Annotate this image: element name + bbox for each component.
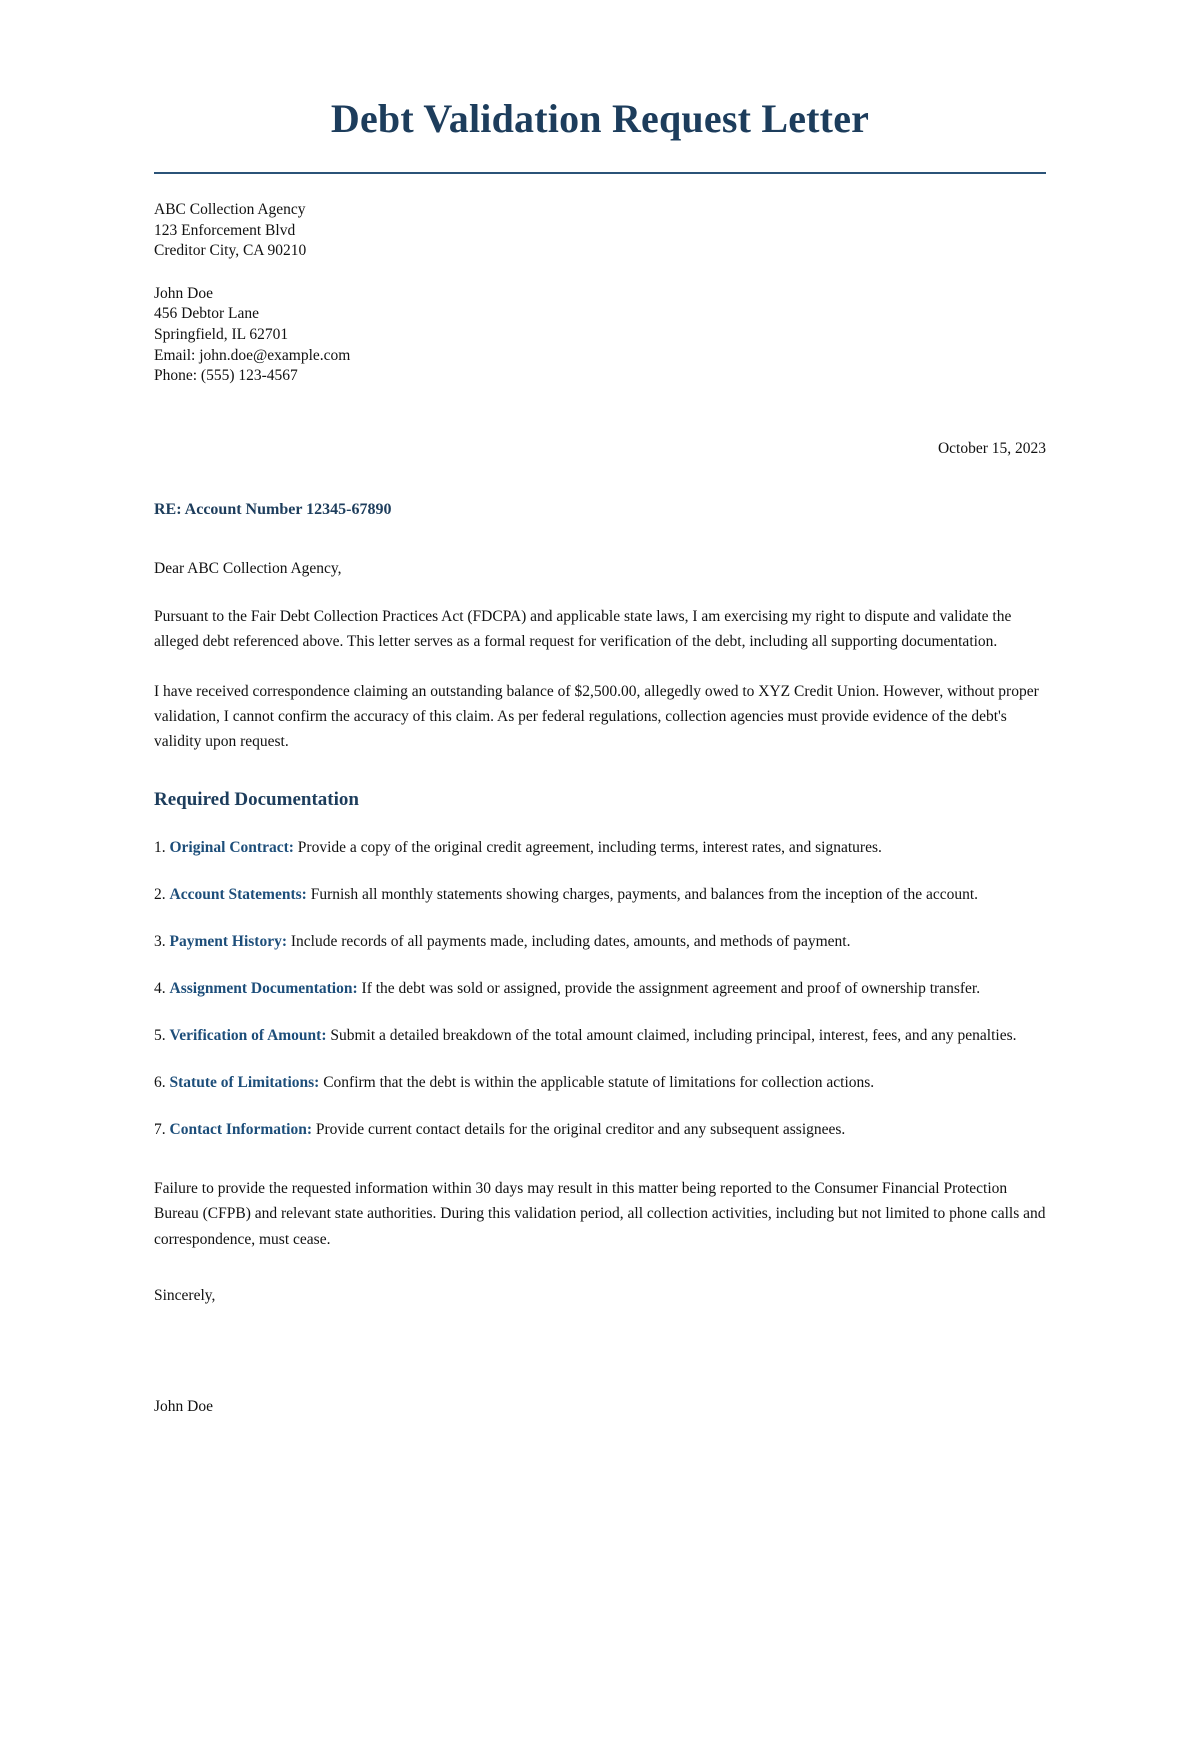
list-item-number: 6. [154, 1074, 170, 1092]
list-item-label: Account Statements: [169, 885, 311, 903]
list-item [154, 1023, 1046, 1048]
section-heading-required-documentation: Required Documentation [154, 788, 359, 810]
recipient-phone: Phone: (555) 123-4567 [154, 367, 298, 385]
list-item-label: Contact Information: [169, 1121, 316, 1139]
page-title: Debt Validation Request Letter [330, 96, 870, 141]
list-item [154, 1070, 1046, 1095]
list-item-description: Include records of all payments made, including dates, amounts, and methods of payment. [290, 932, 851, 950]
signature-name: John Doe [154, 1397, 213, 1415]
sender-name: ABC Collection Agency [154, 201, 306, 218]
list-item-number: 1. [154, 838, 170, 856]
list-item [154, 882, 1046, 907]
sign-off: Sincerely, [154, 1286, 216, 1304]
list-item [154, 929, 1046, 954]
page-bottom-space [154, 1418, 1046, 1758]
paragraph-intro: Pursuant to the Fair Debt Collection Practices Act (FDCPA) and applicable state laws, I am exercising my right to dispute and validate the alleged debt referenced above. This letter serves as a formal request for verification of the debt, including all supporting documentation. [154, 608, 1012, 651]
sender-city-state-zip: Creditor City, CA 90210 [154, 242, 307, 260]
recipient-city-state-zip: Springfield, IL 62701 [154, 326, 289, 344]
letter-date: October 15, 2023 [937, 439, 1046, 457]
sender-address-block [154, 200, 1046, 262]
paragraph-balance-claim: I have received correspondence claiming an outstanding balance of $2,500.00, allegedly owed to XYZ Credit Union. However, without proper validation, I cannot confirm the accuracy of this claim. As per federal regulations, collection agencies must provide evidence of the debt's validity upon request. [154, 682, 1039, 750]
list-item-description: Furnish all monthly statements showing charges, payments, and balances from the inception of the account. [310, 885, 979, 903]
list-item-description: If the debt was sold or assigned, provide the assignment agreement and proof of ownership transfer. [361, 979, 981, 997]
list-item [154, 1117, 1046, 1142]
salutation: Dear ABC Collection Agency, [154, 560, 342, 578]
required-documentation-list [154, 835, 1046, 1143]
list-item [154, 835, 1046, 860]
list-item-label: Verification of Amount: [169, 1026, 331, 1044]
title-divider [154, 172, 1046, 174]
list-item-description: Provide a copy of the original credit agreement, including terms, interest rates, and signatures. [297, 838, 882, 856]
sender-street: 123 Enforcement Blvd [154, 221, 296, 239]
list-item-number: 3. [154, 932, 170, 950]
subject-line: RE: Account Number 12345-67890 [154, 501, 392, 519]
list-item-number: 4. [154, 979, 170, 997]
list-item-description: Confirm that the debt is within the applicable statute of limitations for collection actions. [323, 1074, 875, 1092]
address-spacer [154, 262, 1046, 284]
recipient-street: 456 Debtor Lane [154, 305, 260, 323]
signature-space [154, 1307, 1046, 1395]
recipient-address-block [154, 284, 1046, 387]
list-item-description: Provide current contact details for the original creditor and any subsequent assignees. [315, 1121, 846, 1139]
list-item-label: Assignment Documentation: [169, 979, 362, 997]
list-item-label: Statute of Limitations: [169, 1074, 324, 1092]
list-item [154, 976, 1046, 1001]
list-item-label: Payment History: [169, 932, 291, 950]
recipient-name: John Doe [154, 284, 213, 302]
list-item-label: Original Contract: [169, 838, 298, 856]
list-item-number: 7. [154, 1121, 170, 1139]
list-item-number: 5. [154, 1026, 170, 1044]
list-item-description: Submit a detailed breakdown of the total amount claimed, including principal, interest, fees, and any penalties. [330, 1026, 1017, 1044]
list-item-number: 2. [154, 885, 170, 903]
paragraph-closing: Failure to provide the requested information within 30 days may result in this matter being reported to the Consumer Financial Protection Bureau (CFPB) and relevant state authorities. During this validation period, all collection activities, including but not limited to phone calls and correspondence, must cease. [154, 1180, 1046, 1248]
recipient-email: Email: john.doe@example.com [154, 346, 351, 364]
letter-content [154, 0, 1046, 1758]
